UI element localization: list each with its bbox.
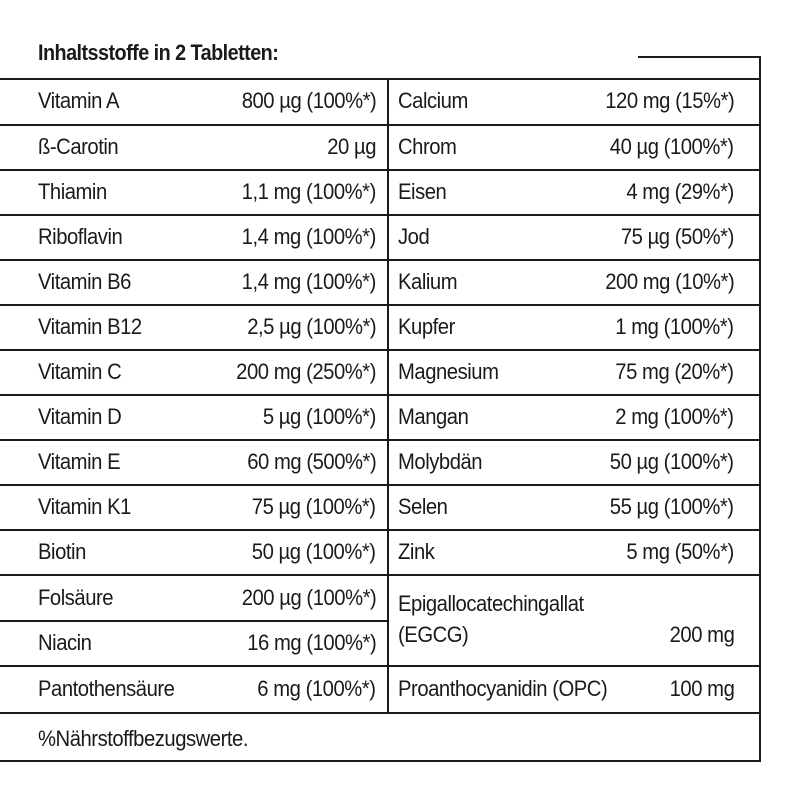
nutrient-name: Mangan — [398, 404, 469, 429]
nutrient-value: 1 mg (100%*) — [615, 314, 734, 339]
row-separator — [0, 484, 761, 486]
nutrient-name: Kalium — [398, 269, 458, 294]
nutrient-name: Kupfer — [398, 314, 455, 339]
nutrient-value: 4 mg (29%*) — [626, 179, 734, 204]
row-separator — [0, 304, 761, 306]
nutrient-value: 5 µg (100%*) — [262, 404, 376, 429]
nutrient-value: 20 µg — [327, 134, 376, 159]
nutrient-name: Eisen — [398, 179, 447, 204]
nutrient-value: 100 mg — [669, 676, 734, 701]
row-separator — [0, 349, 761, 351]
table-title: Inhaltsstoffe in 2 Tabletten: — [38, 40, 279, 65]
row-separator — [0, 169, 761, 171]
nutrient-name: Vitamin D — [38, 404, 122, 429]
nutrient-name: Riboflavin — [38, 224, 123, 249]
row-separator — [0, 124, 761, 126]
nutrient-name: Vitamin B6 — [38, 269, 131, 294]
row-separator — [0, 439, 761, 441]
row-separator — [0, 760, 761, 762]
nutrient-name: Folsäure — [38, 585, 114, 610]
nutrient-value: 1,1 mg (100%*) — [241, 179, 376, 204]
row-separator — [0, 620, 389, 622]
nutrient-name: Biotin — [38, 539, 86, 564]
nutrient-name: Chrom — [398, 134, 457, 159]
nutrient-value: 50 µg (100%*) — [252, 539, 376, 564]
nutrient-name: Molybdän — [398, 449, 483, 474]
nutrient-name: ß-Carotin — [38, 134, 119, 159]
nutrient-name: Proanthocyanidin (OPC) — [398, 676, 608, 701]
top-border — [638, 56, 761, 58]
nutrient-value: 2 mg (100%*) — [615, 404, 734, 429]
nutrient-name: Epigallocatechingallat — [398, 591, 584, 616]
nutrient-value: 55 µg (100%*) — [610, 494, 734, 519]
nutrient-value: 50 µg (100%*) — [610, 449, 734, 474]
nutrient-name: Pantothensäure — [38, 676, 175, 701]
nutrient-name: Selen — [398, 494, 448, 519]
nutrient-value: 75 µg (100%*) — [252, 494, 376, 519]
row-separator — [0, 529, 761, 531]
row-separator — [0, 394, 761, 396]
nutrient-value: 75 µg (50%*) — [620, 224, 734, 249]
nutrient-value: 200 mg — [669, 622, 734, 647]
nutrient-value: 75 mg (20%*) — [615, 359, 734, 384]
nutrient-name: Thiamin — [38, 179, 107, 204]
nutrient-value: 200 µg (100%*) — [241, 585, 376, 610]
nutrient-name: Jod — [398, 224, 430, 249]
nutrient-value: 40 µg (100%*) — [610, 134, 734, 159]
nutrient-name: Zink — [398, 539, 435, 564]
nutrient-name: Vitamin B12 — [38, 314, 142, 339]
row-separator — [0, 712, 761, 714]
nutrient-value: 60 mg (500%*) — [246, 449, 376, 474]
nutrient-name: Vitamin E — [38, 449, 121, 474]
nutrient-name: (EGCG) — [398, 622, 469, 647]
nutrient-value: 200 mg (10%*) — [604, 269, 734, 294]
row-separator — [0, 259, 761, 261]
nutrient-value: 800 µg (100%*) — [241, 88, 376, 113]
nutrient-name: Vitamin K1 — [38, 494, 131, 519]
nutrient-name: Vitamin A — [38, 88, 120, 113]
nutrient-value: 6 mg (100%*) — [257, 676, 376, 701]
row-separator — [0, 78, 761, 80]
footnote: %Nährstoffbezugswerte. — [38, 726, 249, 751]
nutrient-name: Calcium — [398, 88, 468, 113]
nutrient-value: 2,5 µg (100%*) — [247, 314, 376, 339]
nutrient-value: 1,4 mg (100%*) — [241, 269, 376, 294]
nutrient-value: 200 mg (250%*) — [236, 359, 376, 384]
row-separator — [0, 665, 761, 667]
nutrient-name: Niacin — [38, 630, 92, 655]
row-separator — [0, 214, 761, 216]
nutrient-value: 120 mg (15%*) — [604, 88, 734, 113]
nutrient-name: Magnesium — [398, 359, 499, 384]
nutrient-name: Vitamin C — [38, 359, 122, 384]
right-border — [759, 56, 761, 762]
nutrient-value: 5 mg (50%*) — [626, 539, 734, 564]
nutrient-value: 1,4 mg (100%*) — [241, 224, 376, 249]
nutrient-value: 16 mg (100%*) — [246, 630, 376, 655]
row-separator — [0, 574, 761, 576]
